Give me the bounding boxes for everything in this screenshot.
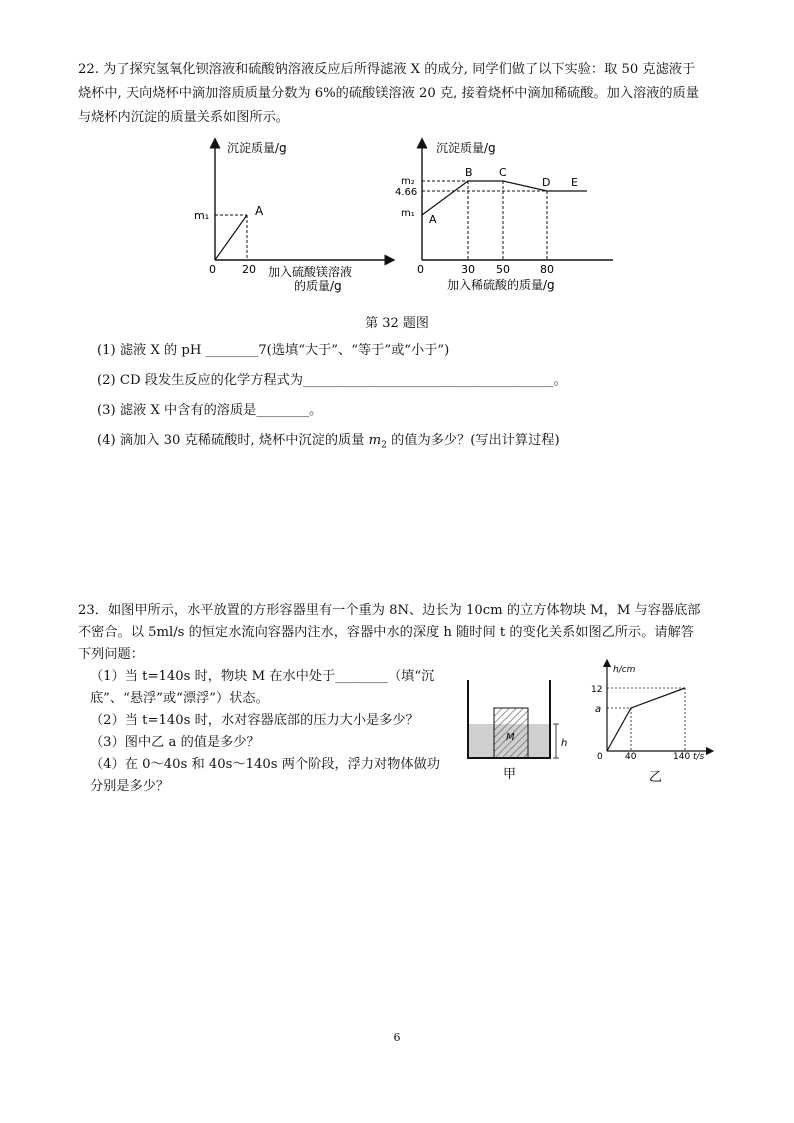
q22-sub-1: (1) 滤液 X 的 pH ________7(选填“大于”、“等于”或“小于”) xyxy=(97,343,450,358)
fig2-point-c: C xyxy=(499,166,507,179)
fig2-y-label: 沉淀质量/g xyxy=(436,141,496,155)
fig2-point-e: E xyxy=(571,176,578,189)
q23-line-1: 23．如图甲所示，水平放置的方形容器里有一个重为 8N、边长为 10cm 的立方体物块 M，M 与容器底部 xyxy=(78,603,701,618)
q22-line-1: 22. 为了探究氢氧化钡溶液和硫酸钠溶液反应后所得滤液 X 的成分, 同学们做了以下实验：取 50 克滤液于 xyxy=(78,62,696,77)
q22-figure-2 xyxy=(395,135,625,295)
q22-figure-1 xyxy=(190,135,400,295)
fig2-point-b: B xyxy=(465,166,473,179)
fig1-line xyxy=(215,215,247,260)
q22-figure-caption: 第 32 题图 xyxy=(365,316,429,331)
fig2-line xyxy=(422,181,587,215)
fig2-origin: 0 xyxy=(417,263,424,276)
q23-line-2: 不密合。以 5ml/s 的恒定水流向容器内注水，容器中水的深度 h 随时间 t 的变化关系如图乙所示。请解答 xyxy=(78,625,694,640)
q23-line-3: 下列问题： xyxy=(78,647,144,662)
fig2-y-tick-m1: m₁ xyxy=(401,208,415,219)
fig1-x-label-2: 的质量/g xyxy=(294,279,342,293)
yi-y-tick-a: a xyxy=(595,704,602,715)
fig1-x-tick-20: 20 xyxy=(242,263,256,276)
fig1-point-a: A xyxy=(255,204,264,218)
fig2-point-a: A xyxy=(429,213,437,226)
yi-x-label: t/s xyxy=(693,752,705,762)
q22-line-2: 烧杯中, 天向烧杯中滴加溶质质量分数为 6%的硫酸镁溶液 20 克, 接着烧杯中滴加稀硫酸。加入溶液的质量 xyxy=(78,86,699,101)
yi-y-label: h/cm xyxy=(613,665,636,675)
page-number: 6 xyxy=(393,1031,401,1044)
q22-sub-4-text-b: 的值为多少？(写出计算过程) xyxy=(391,433,560,448)
q23-sub-1a: （1）当 t=140s 时，物块 M 在水中处于________（填“沉 xyxy=(90,669,435,684)
q22-subquestions xyxy=(97,336,737,461)
q22-sub-4-var-sub: 2 xyxy=(381,440,387,451)
q22-stem xyxy=(78,58,728,130)
fig1-y-tick-m1: m₁ xyxy=(194,209,210,222)
q22-sub-4-var: m xyxy=(368,433,382,448)
q22-sub-2: (2) CD 段发生反应的化学方程式为______________________________________。 xyxy=(97,373,567,388)
q23-sub-4b: 分别是多少？ xyxy=(90,779,170,794)
fig1-origin: 0 xyxy=(209,263,216,276)
yi-origin: 0 xyxy=(597,752,603,762)
fig2-y-tick-466: 4.66 xyxy=(395,187,418,198)
jia-caption: 甲 xyxy=(503,767,517,782)
yi-x-tick-40: 40 xyxy=(625,752,637,762)
yi-caption: 乙 xyxy=(649,770,663,785)
fig2-x-tick-80: 80 xyxy=(540,263,554,276)
q23-sub-3: （3）图中乙 a 的值是多少？ xyxy=(90,735,260,750)
q23-figure-jia xyxy=(458,660,583,785)
yi-line xyxy=(607,688,685,751)
q23-subquestions xyxy=(90,666,450,798)
yi-y-tick-12: 12 xyxy=(591,685,603,695)
q23-sub-4a: （4）在 0～40s 和 40s～140s 两个阶段，浮力对物体做功 xyxy=(90,757,440,772)
fig1-y-label: 沉淀质量/g xyxy=(227,141,287,155)
yi-x-tick-140: 140 xyxy=(673,752,691,762)
q23-figure-yi xyxy=(585,655,725,785)
fig2-point-d: D xyxy=(542,176,551,189)
jia-block-label: M xyxy=(506,732,515,743)
q23-sub-2: （2）当 t=140s 时，水对容器底部的压力大小是多少？ xyxy=(90,713,419,728)
fig2-y-tick-m2: m₂ xyxy=(401,176,415,187)
q22-line-3: 与烧杯内沉淀的质量关系如图所示。 xyxy=(78,110,289,125)
fig2-x-tick-30: 30 xyxy=(461,263,475,276)
q22-sub-4-text-a: (4) 滴加入 30 克稀硫酸时, 烧杯中沉淀的质量 xyxy=(97,433,365,448)
jia-h-label: h xyxy=(561,738,568,749)
fig2-x-tick-50: 50 xyxy=(496,263,510,276)
q23-sub-1b: 底”、“悬浮”或“漂浮”）状态。 xyxy=(90,691,269,706)
q22-sub-4 xyxy=(97,426,737,461)
fig1-x-label-1: 加入硫酸镁溶液 xyxy=(268,265,353,279)
fig2-x-label: 加入稀硫酸的质量/g xyxy=(447,278,555,292)
q22-sub-3: (3) 滤液 X 中含有的溶质是________。 xyxy=(97,403,323,418)
